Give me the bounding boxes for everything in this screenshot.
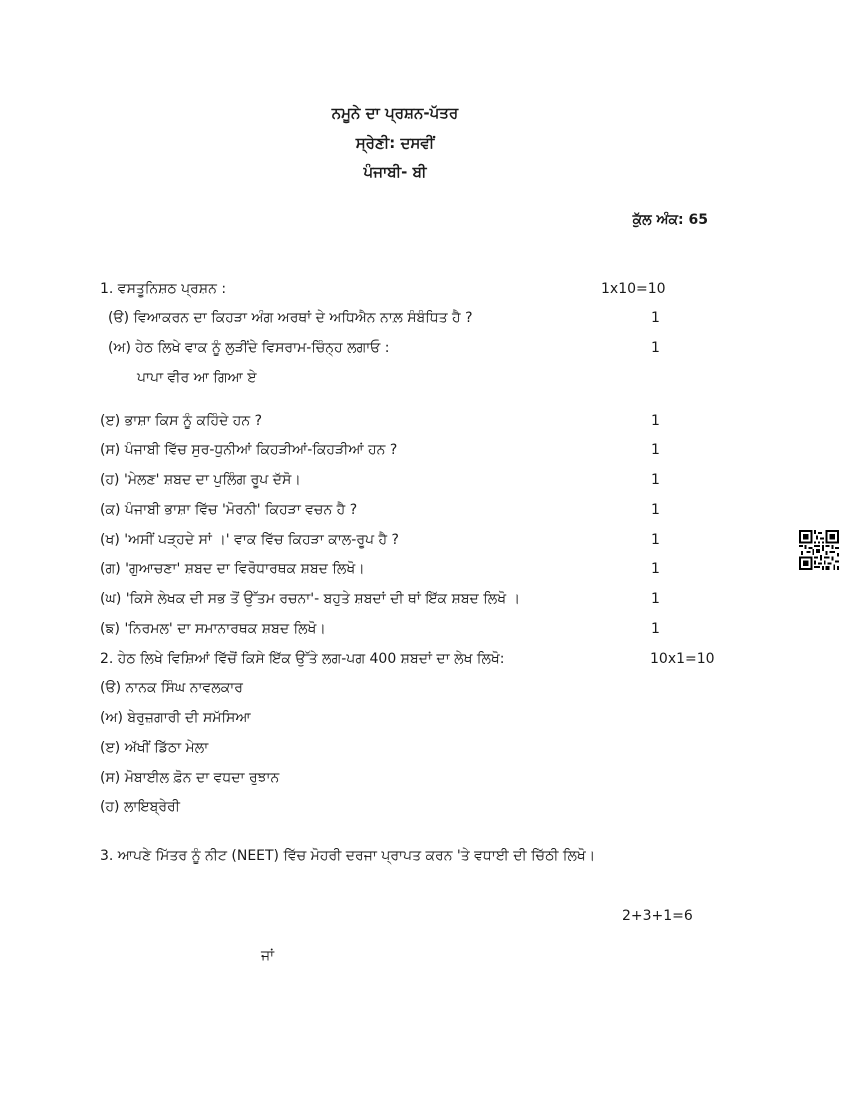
paper-title: ਨਮੂਨੇ ਦਾ ਪ੍ਰਸ਼ਨ-ਪੱਤਰ (331, 104, 459, 122)
question-marks: 1 (651, 413, 660, 429)
total-marks: ਕੁੱਲ ਅੰਕ: 65 (632, 212, 708, 228)
section2-marks: 10x1=10 (650, 651, 715, 667)
section1-heading: 1. ਵਸਤੂਨਿਸ਼ਠ ਪ੍ਰਸ਼ਨ : (100, 281, 227, 297)
question-marks: 1 (651, 340, 660, 356)
essay-topic: (ਹ) ਲਾਇਬ੍ਰੇਰੀ (100, 799, 180, 815)
question-item: (ਙ) 'ਨਿਰਮਲ' ਦਾ ਸਮਾਨਾਰਥਕ ਸ਼ਬਦ ਲਿਖੋ। (100, 621, 326, 637)
essay-topic: (ਸ) ਮੋਬਾਈਲ ਫ਼ੋਨ ਦਾ ਵਧਦਾ ਰੁਝਾਨ (100, 770, 280, 786)
question-marks: 1 (651, 502, 660, 518)
question-subtext: ਪਾਪਾ ਵੀਰ ਆ ਗਿਆ ਏ (137, 370, 257, 386)
essay-topic: (ਅ) ਬੇਰੁਜ਼ਗਾਰੀ ਦੀ ਸਮੱਸਿਆ (100, 710, 251, 726)
question-marks: 1 (651, 310, 660, 326)
question-item: (ਘ) 'ਕਿਸੇ ਲੇਖਕ ਦੀ ਸਭ ਤੋਂ ਉੱਤਮ ਰਚਨਾ'- ਬਹੁਤੇ ਸ਼ਬਦਾਂ ਦੀ ਥਾਂ ਇੱਕ ਸ਼ਬਦ ਲਿਖੋ । (100, 591, 521, 607)
section3-question: 3. ਆਪਣੇ ਮਿੱਤਰ ਨੂੰ ਨੀਟ (NEET) ਵਿੱਚ ਮੋਹਰੀ ਦਰਜਾ ਪ੍ਰਾਪਤ ਕਰਨ 'ਤੇ ਵਧਾਈ ਦੀ ਚਿੱਠੀ ਲਿਖੋ। (100, 848, 596, 864)
question-item: (ੳ) ਵਿਆਕਰਨ ਦਾ ਕਿਹੜਾ ਅੰਗ ਅਰਥਾਂ ਦੇ ਅਧਿਐਨ ਨਾਲ਼ ਸੰਬੰਧਿਤ ਹੈ ? (108, 310, 473, 326)
essay-topic: (ੳ) ਨਾਨਕ ਸਿੰਘ ਨਾਵਲਕਾਰ (100, 680, 243, 696)
question-item: (ਹ) 'ਮੇਲਣ' ਸ਼ਬਦ ਦਾ ਪੁਲਿੰਗ ਰੂਪ ਦੱਸੋ। (100, 472, 301, 488)
section3-marks: 2+3+1=6 (622, 908, 693, 924)
question-item: (ਖ) 'ਅਸੀਂ ਪੜ੍ਹਦੇ ਸਾਂ ।' ਵਾਕ ਵਿੱਚ ਕਿਹੜਾ ਕਾਲ-ਰੂਪ ਹੈ ? (100, 532, 399, 548)
question-item: (ਕ) ਪੰਜਾਬੀ ਭਾਸ਼ਾ ਵਿੱਚ 'ਮੋਰਨੀ' ਕਿਹੜਾ ਵਚਨ ਹੈ ? (100, 502, 358, 518)
class-label: ਸ੍ਰੇਣੀ: ਦਸਵੀਂ (355, 134, 435, 152)
section2-heading: 2. ਹੇਠ ਲਿਖੇ ਵਿਸ਼ਿਆਂ ਵਿੱਚੋਂ ਕਿਸੇ ਇੱਕ ਉੱਤੇ ਲਗ-ਪਗ 400 ਸ਼ਬਦਾਂ ਦਾ ਲੇਖ ਲਿਖੋ: (100, 651, 505, 667)
or-label: ਜਾਂ (261, 948, 275, 964)
question-marks: 1 (651, 621, 660, 637)
question-marks: 1 (651, 532, 660, 548)
qr-code-icon (799, 530, 839, 570)
section1-marks: 1x10=10 (601, 281, 666, 297)
question-marks: 1 (651, 561, 660, 577)
subject-label: ਪੰਜਾਬੀ- ਬੀ (363, 163, 427, 181)
question-item: (ਅ) ਹੇਠ ਲਿਖੇ ਵਾਕ ਨੂੰ ਲੁੜੀਂਦੇ ਵਿਸਰਾਮ-ਚਿੰਨ੍ਹ ਲਗਾਓ : (108, 340, 390, 356)
question-item: (ੲ) ਭਾਸ਼ਾ ਕਿਸ ਨੂੰ ਕਹਿੰਦੇ ਹਨ ? (100, 413, 263, 429)
question-item: (ਗ) 'ਗੁਆਚਣਾ' ਸ਼ਬਦ ਦਾ ਵਿਰੋਧਾਰਥਕ ਸ਼ਬਦ ਲਿਖੋ। (100, 561, 365, 577)
question-marks: 1 (651, 442, 660, 458)
question-marks: 1 (651, 591, 660, 607)
question-marks: 1 (651, 472, 660, 488)
question-item: (ਸ) ਪੰਜਾਬੀ ਵਿੱਚ ਸੁਰ-ਧੁਨੀਆਂ ਕਿਹੜੀਆਂ-ਕਿਹੜੀਆਂ ਹਨ ? (100, 442, 398, 458)
essay-topic: (ੲ) ਅੱਖੀਂ ਡਿੱਠਾ ਮੇਲਾ (100, 740, 209, 756)
